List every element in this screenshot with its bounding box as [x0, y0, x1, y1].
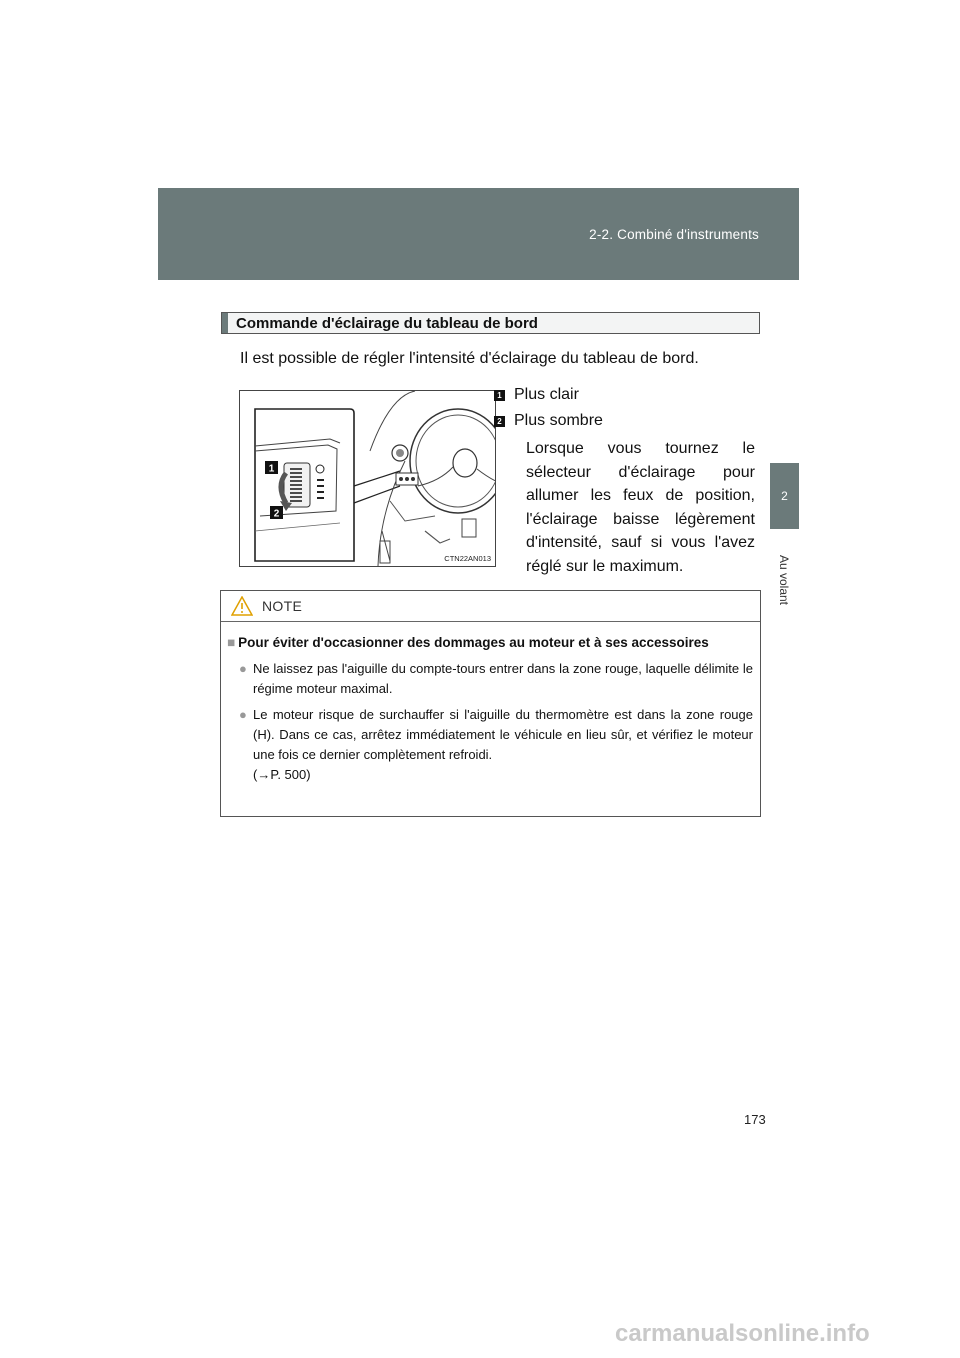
- note-item-text: Ne laissez pas l'aiguille du compte-tours entrer dans la zone rouge, laquelle délimite le régime moteur maximal.: [253, 661, 753, 696]
- section-title: Commande d'éclairage du tableau de bord: [236, 315, 538, 332]
- note-heading: [227, 633, 753, 653]
- figure-callout-1: 1: [268, 463, 275, 475]
- square-bullet-icon: ■: [227, 635, 236, 650]
- section-intro: Il est possible de régler l'intensité d'éclairage du tableau de bord.: [240, 350, 699, 367]
- page-number: 173: [744, 1112, 766, 1127]
- legend-number-1: 1: [494, 390, 505, 401]
- watermark: carmanualsonline.info: [615, 1320, 870, 1347]
- chapter-header-band: [158, 188, 799, 280]
- note-item: [227, 659, 753, 699]
- chapter-side-label-text: Au volant: [777, 554, 792, 606]
- legend-number-2: 2: [494, 416, 505, 427]
- legend-label-brighter: Plus clair: [514, 386, 579, 403]
- legend-label-darker: Plus sombre: [514, 412, 603, 429]
- figure-legend: [497, 384, 755, 436]
- figure-callout-2: 2: [273, 508, 280, 520]
- note-item-text: Le moteur risque de surchauffer si l'aiguille du thermomètre est dans la zone rouge (H). Dans ce cas, arrêtez immédiatement le véhicule en lieu sûr, et vérifiez le moteur une fois ce dernier complètement refroidi.: [253, 707, 753, 762]
- bullet-dot-icon: ●: [239, 707, 247, 722]
- dashboard-drawing: [240, 391, 495, 566]
- legend-item-darker: [497, 410, 755, 436]
- legend-note: Lorsque vous tournez le sélecteur d'éclairage pour allumer les feux de position, l'éclairage baisse légèrement d'intensité, sauf si vous l'avez réglé sur le maximum.: [526, 440, 755, 575]
- page-reference: (→P. 500): [253, 767, 311, 782]
- dashboard-illustration: [239, 390, 496, 567]
- chapter-title: 2-2. Combiné d'instruments: [589, 227, 759, 242]
- note-body: [227, 633, 753, 785]
- chapter-side-label: [770, 540, 799, 620]
- legend-item-brighter: [497, 384, 755, 410]
- note-title: NOTE: [262, 598, 303, 614]
- warning-triangle-icon: [231, 596, 253, 616]
- note-box: [220, 590, 761, 817]
- bullet-dot-icon: ●: [239, 661, 247, 676]
- note-heading-text: Pour éviter d'occasionner des dommages au moteur et à ses accessoires: [238, 635, 709, 650]
- chapter-tab-number: 2: [770, 463, 799, 529]
- note-item: [227, 705, 753, 785]
- figure-caption: CTN22AN013: [444, 554, 491, 563]
- note-header: [221, 591, 760, 622]
- section-heading-bar: [221, 312, 760, 334]
